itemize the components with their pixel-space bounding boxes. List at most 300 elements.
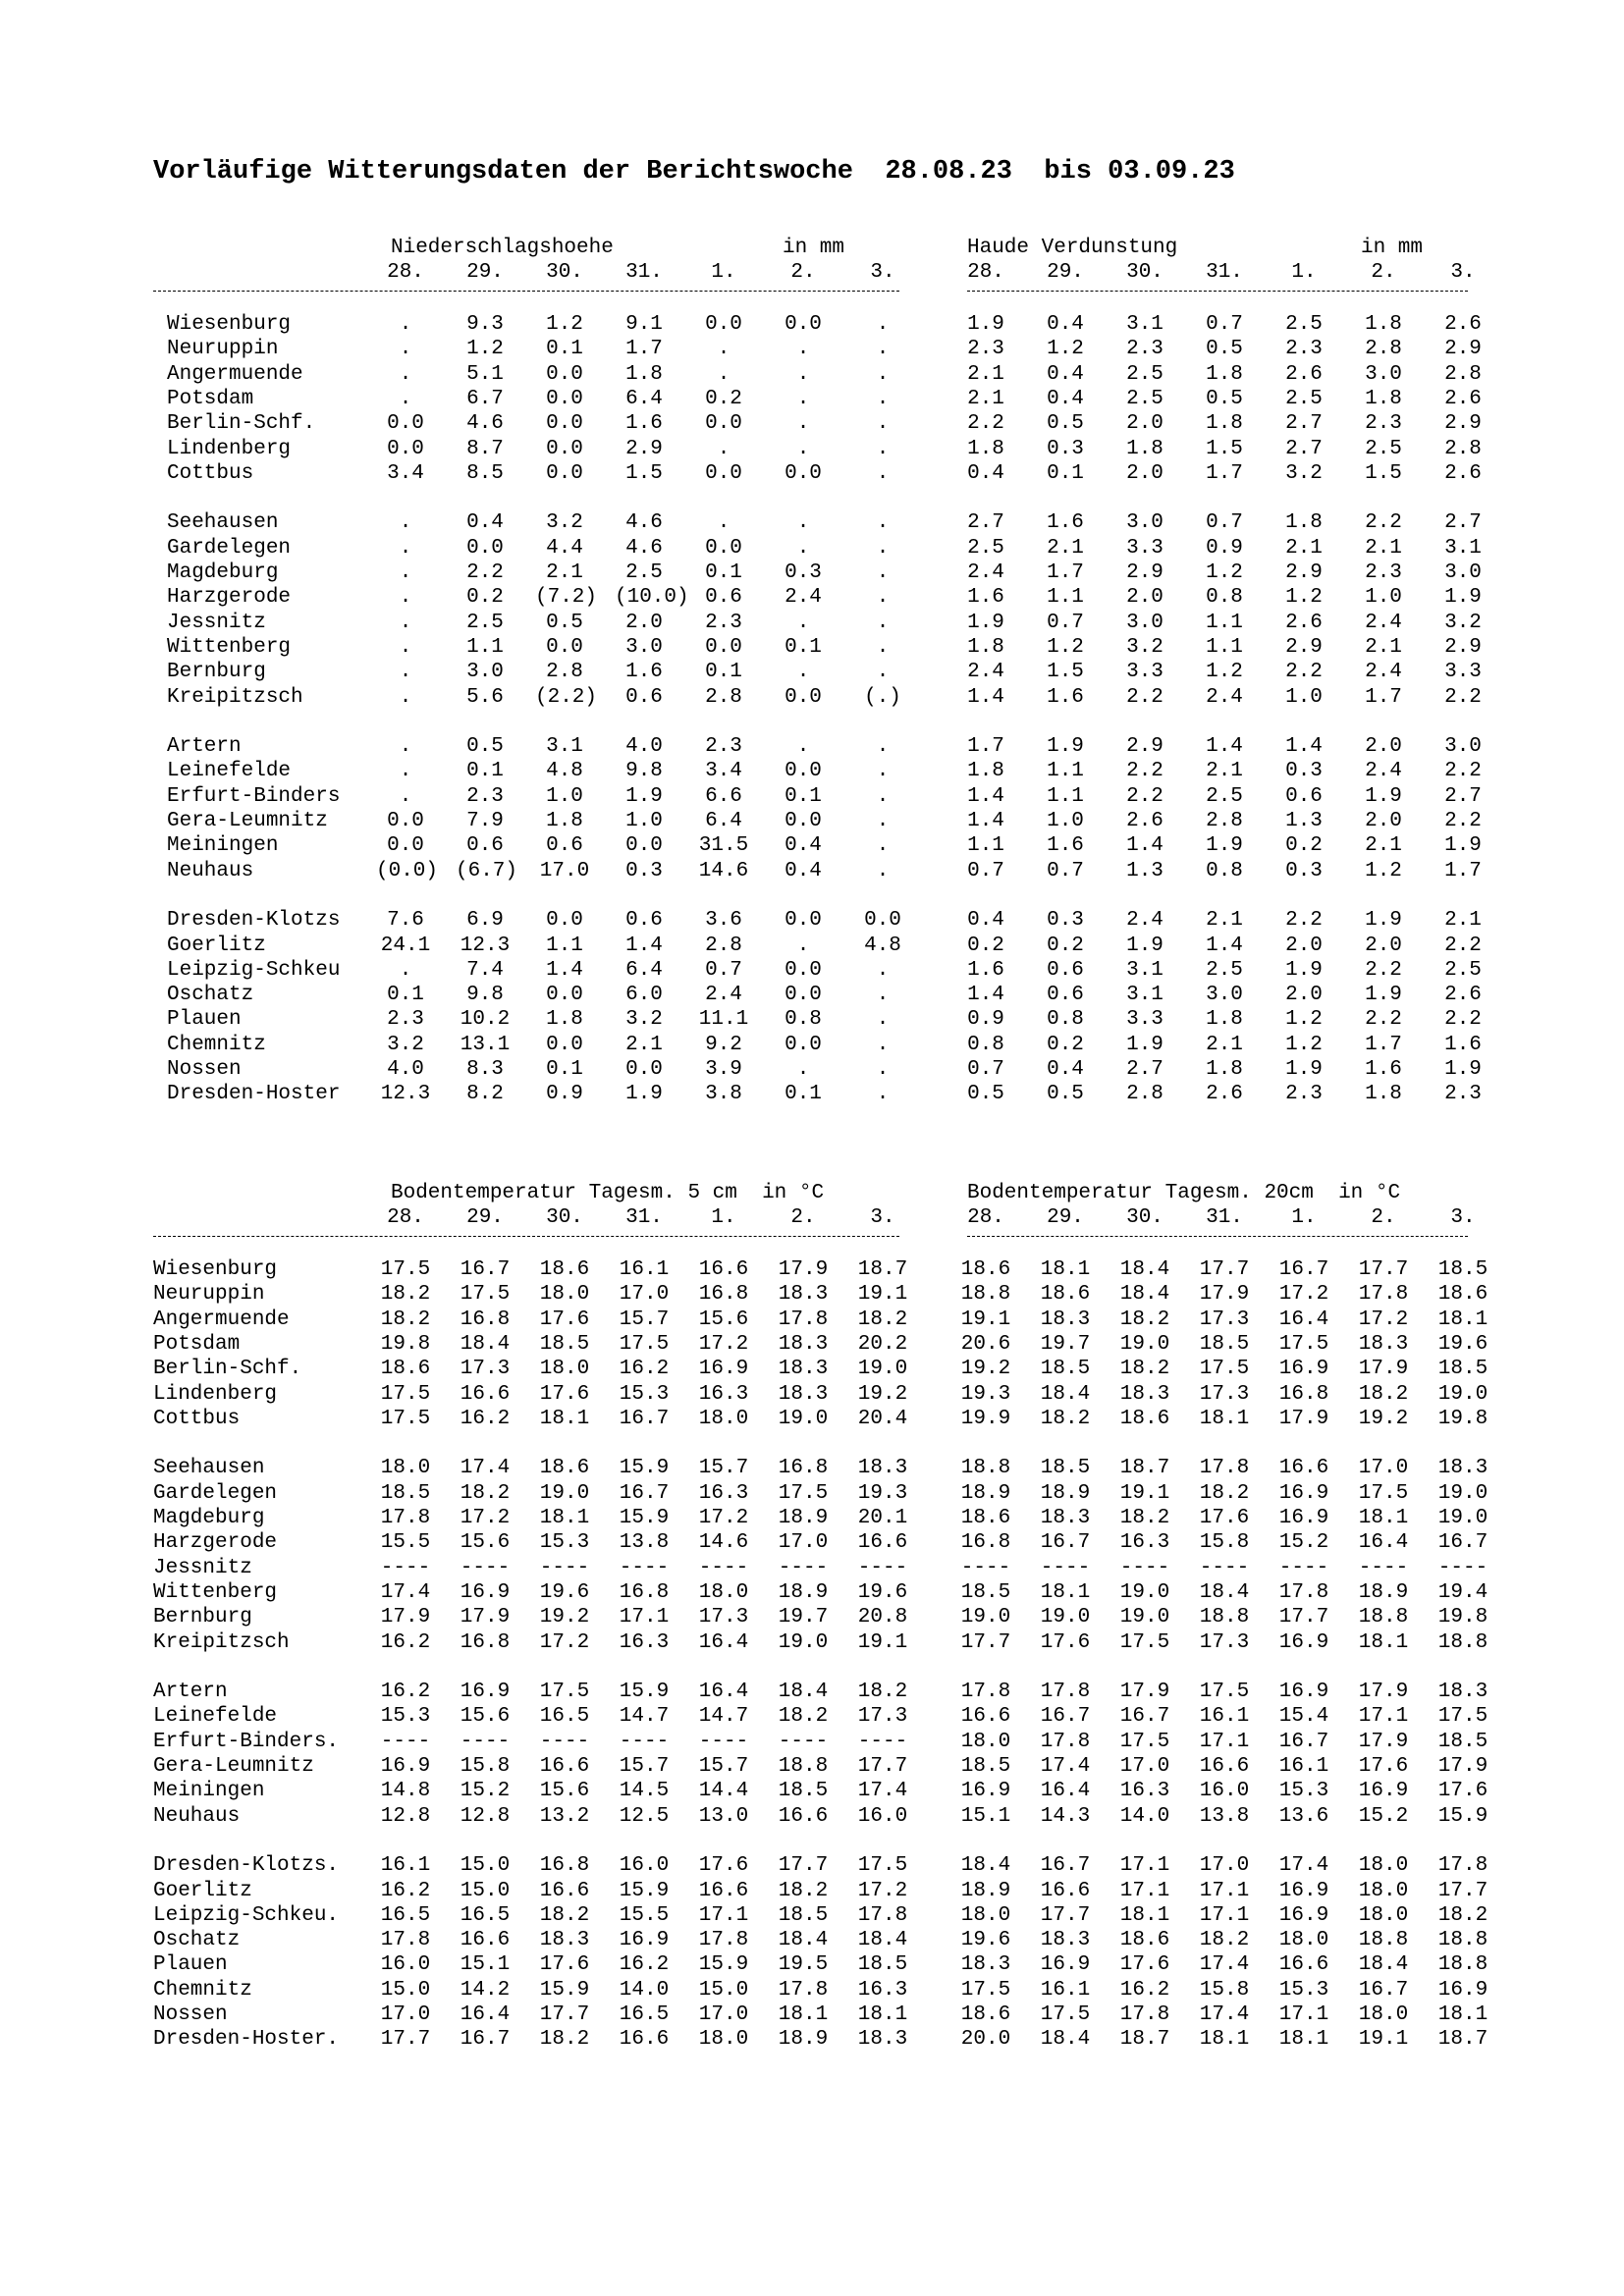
cell-value: 2.2	[1444, 810, 1482, 832]
station-name: Cottbus	[167, 461, 254, 485]
day-col-header: 29.	[1047, 261, 1084, 284]
cell-value: 18.2	[460, 1481, 511, 1505]
cell-value: 18.6	[960, 1258, 1011, 1281]
cell-value: 2.2	[1126, 784, 1164, 808]
cell-value: 15.3	[539, 1531, 590, 1555]
cell-value: 2.0	[1365, 810, 1402, 832]
cell-value: 0.0	[625, 834, 663, 858]
cell-value: 0.0	[705, 536, 742, 560]
cell-value: 12.3	[380, 1083, 431, 1106]
cell-value: 2.5	[466, 611, 504, 634]
cell-value: 16.2	[460, 1407, 511, 1430]
cell-value: 0.3	[785, 561, 822, 584]
cell-value: .	[796, 536, 810, 560]
cell-value: 0.4	[785, 834, 822, 858]
cell-value: 15.0	[380, 1978, 431, 2002]
cell-value: 18.8	[1437, 1630, 1489, 1654]
cell-value: 2.5	[625, 561, 663, 584]
cell-value: 2.1	[1365, 536, 1402, 560]
station-name: Wiesenburg	[167, 313, 292, 336]
cell-value: 18.1	[539, 1407, 590, 1430]
cell-value: 1.9	[967, 313, 1004, 336]
cell-value: .	[876, 412, 890, 436]
cell-value: 18.6	[1437, 1283, 1489, 1307]
cell-value: 2.1	[1444, 909, 1482, 933]
cell-value: 1.8	[967, 760, 1004, 783]
cell-value: 2.2	[1365, 958, 1402, 982]
cell-value: 1.9	[625, 1083, 663, 1106]
station-name: Gera-Leumnitz	[167, 810, 328, 832]
cell-value: 18.1	[1199, 2028, 1250, 2052]
cell-value: 15.7	[698, 1457, 749, 1480]
day-col-header: 3.	[1450, 1206, 1476, 1229]
cell-value: 17.5	[380, 1382, 431, 1406]
cell-value: 18.2	[1199, 1929, 1250, 1952]
cell-value: 19.0	[960, 1606, 1011, 1629]
cell-value: .	[876, 437, 890, 460]
cell-value: 2.3	[1365, 561, 1402, 584]
cell-value: 17.5	[857, 1854, 908, 1878]
cell-value: 3.3	[1126, 536, 1164, 560]
cell-value: 17.8	[1119, 2003, 1170, 2026]
cell-value: .	[876, 561, 890, 584]
cell-value: 1.9	[625, 784, 663, 808]
cell-value: 18.5	[539, 1332, 590, 1356]
cell-value: 2.1	[967, 387, 1004, 410]
cell-value: 18.8	[1199, 1606, 1250, 1629]
cell-value: 2.0	[1126, 586, 1164, 610]
cell-value: 16.1	[380, 1854, 431, 1878]
cell-value: 1.7	[1206, 461, 1243, 485]
cell-value: 1.8	[1365, 387, 1402, 410]
divider	[967, 291, 1468, 292]
cell-value: 0.8	[967, 1033, 1004, 1056]
cell-value: 18.2	[1437, 1903, 1489, 1927]
cell-value: 9.1	[625, 313, 663, 336]
cell-value: 4.8	[864, 934, 901, 957]
cell-value: 17.2	[539, 1630, 590, 1654]
cell-value: 0.0	[705, 313, 742, 336]
cell-value: 16.7	[619, 1481, 670, 1505]
station-name: Lindenberg	[153, 1382, 278, 1406]
cell-value: .	[876, 461, 890, 485]
cell-value: 1.5	[1365, 461, 1402, 485]
cell-value: .	[796, 934, 810, 957]
cell-value: 1.8	[1365, 313, 1402, 336]
station-name: Berlin-Schf.	[167, 412, 316, 436]
station-name: Magdeburg	[167, 561, 279, 584]
cell-value: 16.7	[460, 2028, 511, 2052]
cell-value: 15.3	[1278, 1978, 1329, 2002]
cell-value: 17.1	[698, 1903, 749, 1927]
cell-value: 16.2	[380, 1630, 431, 1654]
cell-value: 2.5	[1206, 958, 1243, 982]
cell-value: 18.4	[778, 1929, 829, 1952]
cell-value: 18.2	[778, 1879, 829, 1902]
station-name: Goerlitz	[167, 934, 266, 957]
cell-value: 1.9	[1365, 984, 1402, 1007]
cell-value: 2.0	[1365, 934, 1402, 957]
cell-value: 0.0	[785, 760, 822, 783]
cell-value: 2.5	[1365, 437, 1402, 460]
cell-value: 17.3	[1199, 1308, 1250, 1331]
station-name: Cottbus	[153, 1407, 241, 1430]
cell-value: 2.5	[1285, 387, 1323, 410]
cell-value: 19.0	[1119, 1580, 1170, 1604]
cell-value: 1.6	[625, 661, 663, 684]
cell-value: 0.6	[625, 685, 663, 709]
cell-value: 18.1	[1040, 1258, 1091, 1281]
cell-value: 18.5	[1437, 1258, 1489, 1281]
cell-value: 1.9	[1444, 1058, 1482, 1081]
cell-value: 18.5	[960, 1580, 1011, 1604]
station-name: Neuruppin	[167, 338, 279, 361]
cell-value: 15.2	[1358, 1804, 1409, 1828]
cell-value: 19.1	[1119, 1481, 1170, 1505]
cell-value: 15.1	[460, 1953, 511, 1977]
cell-value: 16.9	[380, 1755, 431, 1778]
cell-value: 17.0	[1119, 1755, 1170, 1778]
cell-value: 19.2	[857, 1382, 908, 1406]
station-name: Artern	[153, 1681, 228, 1704]
cell-value: 18.0	[539, 1358, 590, 1381]
evap-unit: in mm	[1361, 237, 1424, 259]
station-name: Angermuende	[153, 1308, 290, 1331]
cell-value: 17.8	[698, 1929, 749, 1952]
cell-value: 17.5	[460, 1283, 511, 1307]
cell-value: 3.2	[1444, 611, 1482, 634]
cell-value: 3.0	[1444, 561, 1482, 584]
cell-value: 17.9	[1119, 1681, 1170, 1704]
cell-value: 17.9	[1278, 1407, 1329, 1430]
cell-value: 18.3	[1119, 1382, 1170, 1406]
cell-value: 18.2	[778, 1705, 829, 1729]
cell-value: 2.0	[1365, 735, 1402, 759]
cell-value: 17.4	[1278, 1854, 1329, 1878]
cell-value: 17.8	[778, 1978, 829, 2002]
cell-value: ----	[619, 1556, 670, 1579]
cell-value: 0.0	[546, 635, 583, 659]
cell-value: .	[876, 586, 890, 610]
cell-value: .	[876, 313, 890, 336]
cell-value: 16.4	[460, 2003, 511, 2026]
cell-value: 18.1	[857, 2003, 908, 2026]
cell-value: 18.1	[1358, 1630, 1409, 1654]
cell-value: 16.8	[460, 1630, 511, 1654]
cell-value: 15.3	[1278, 1780, 1329, 1803]
station-name: Neuhaus	[153, 1804, 241, 1828]
cell-value: 4.4	[546, 536, 583, 560]
cell-value: 2.3	[967, 338, 1004, 361]
cell-value: 18.3	[857, 2028, 908, 2052]
cell-value: .	[399, 685, 412, 709]
cell-value: 19.6	[539, 1580, 590, 1604]
cell-value: 16.7	[460, 1258, 511, 1281]
precip-title: Niederschlagshoehe	[391, 237, 614, 259]
cell-value: 2.3	[387, 1008, 424, 1032]
soil5-title: Bodentemperatur Tagesm. 5 cm in °C	[391, 1182, 825, 1204]
cell-value: 17.2	[698, 1507, 749, 1529]
cell-value: 18.1	[539, 1507, 590, 1529]
cell-value: 2.3	[466, 784, 504, 808]
cell-value: 16.6	[460, 1929, 511, 1952]
cell-value: 2.8	[705, 685, 742, 709]
cell-value: 18.0	[698, 2028, 749, 2052]
cell-value: 16.4	[1358, 1531, 1409, 1555]
cell-value: 3.0	[1365, 362, 1402, 386]
cell-value: 18.2	[380, 1283, 431, 1307]
cell-value: 1.1	[1047, 586, 1084, 610]
cell-value: 1.4	[967, 784, 1004, 808]
cell-value: 3.9	[705, 1058, 742, 1081]
cell-value: ----	[380, 1556, 431, 1579]
cell-value: 13.1	[460, 1033, 511, 1056]
cell-value: 17.4	[1040, 1755, 1091, 1778]
cell-value: 18.2	[539, 2028, 590, 2052]
cell-value: 2.4	[1365, 760, 1402, 783]
station-name: Dresden-Klotzs	[167, 909, 341, 933]
cell-value: .	[796, 611, 810, 634]
cell-value: 1.6	[1444, 1033, 1482, 1056]
cell-value: 0.0	[387, 437, 424, 460]
day-col-header: 2.	[790, 261, 816, 284]
cell-value: 16.7	[1278, 1258, 1329, 1281]
cell-value: 1.8	[1206, 1058, 1243, 1081]
cell-value: 2.2	[1285, 909, 1323, 933]
cell-value: 18.1	[1437, 2003, 1489, 2026]
cell-value: 0.0	[785, 909, 822, 933]
cell-value: 7.4	[466, 958, 504, 982]
cell-value: 3.1	[1444, 536, 1482, 560]
cell-value: 1.8	[625, 362, 663, 386]
cell-value: 17.9	[1358, 1730, 1409, 1753]
cell-value: 19.1	[857, 1630, 908, 1654]
cell-value: 0.8	[1047, 1008, 1084, 1032]
cell-value: 19.0	[778, 1630, 829, 1654]
station-name: Artern	[167, 735, 242, 759]
cell-value: 0.4	[785, 859, 822, 882]
cell-value: 16.6	[698, 1879, 749, 1902]
cell-value: 18.1	[1358, 1507, 1409, 1529]
cell-value: 0.5	[1206, 387, 1243, 410]
cell-value: 15.0	[698, 1978, 749, 2002]
station-name: Dresden-Hoster.	[153, 2028, 340, 2052]
cell-value: 15.9	[619, 1879, 670, 1902]
cell-value: .	[399, 735, 412, 759]
cell-value: 18.4	[460, 1332, 511, 1356]
cell-value: .	[876, 810, 890, 832]
cell-value: 17.9	[380, 1606, 431, 1629]
cell-value: 18.4	[778, 1681, 829, 1704]
cell-value: 2.3	[1365, 412, 1402, 436]
cell-value: 18.9	[778, 1580, 829, 1604]
cell-value: 2.5	[1444, 958, 1482, 982]
cell-value: 14.6	[698, 1531, 749, 1555]
cell-value: 2.9	[1444, 338, 1482, 361]
station-name: Harzgerode	[167, 586, 292, 610]
cell-value: 16.5	[619, 2003, 670, 2026]
cell-value: 16.2	[380, 1879, 431, 1902]
cell-value: 3.2	[1126, 635, 1164, 659]
cell-value: (7.2)	[535, 586, 598, 610]
cell-value: 15.9	[1437, 1804, 1489, 1828]
cell-value: 18.2	[1119, 1507, 1170, 1529]
cell-value: 2.8	[1365, 338, 1402, 361]
cell-value: 0.1	[785, 784, 822, 808]
cell-value: 2.9	[1285, 635, 1323, 659]
cell-value: 0.3	[1285, 760, 1323, 783]
cell-value: .	[399, 536, 412, 560]
cell-value: 2.6	[1285, 611, 1323, 634]
station-name: Angermuende	[167, 362, 303, 386]
cell-value: 14.7	[619, 1705, 670, 1729]
cell-value: 3.2	[387, 1033, 424, 1056]
cell-value: 1.4	[967, 685, 1004, 709]
cell-value: 18.3	[778, 1283, 829, 1307]
cell-value: 18.4	[1040, 2028, 1091, 2052]
cell-value: 17.0	[778, 1531, 829, 1555]
cell-value: 0.6	[1285, 784, 1323, 808]
cell-value: .	[876, 511, 890, 535]
cell-value: 0.8	[1206, 859, 1243, 882]
cell-value: 19.4	[1437, 1580, 1489, 1604]
cell-value: 16.1	[1040, 1978, 1091, 2002]
station-name: Chemnitz	[167, 1033, 266, 1056]
cell-value: 16.7	[1119, 1705, 1170, 1729]
cell-value: 2.3	[1285, 1083, 1323, 1106]
cell-value: 18.4	[857, 1929, 908, 1952]
cell-value: 0.0	[546, 909, 583, 933]
cell-value: 13.0	[698, 1804, 749, 1828]
cell-value: 19.6	[960, 1929, 1011, 1952]
cell-value: ----	[960, 1556, 1011, 1579]
cell-value: 18.5	[1040, 1457, 1091, 1480]
cell-value: 0.7	[967, 859, 1004, 882]
cell-value: .	[399, 784, 412, 808]
cell-value: 16.2	[1119, 1978, 1170, 2002]
cell-value: 19.0	[857, 1358, 908, 1381]
cell-value: 16.2	[619, 1358, 670, 1381]
day-col-header: 31.	[1206, 1206, 1243, 1229]
cell-value: 17.1	[1199, 1903, 1250, 1927]
cell-value: 16.7	[1040, 1705, 1091, 1729]
cell-value: ----	[1437, 1556, 1489, 1579]
cell-value: .	[876, 1058, 890, 1081]
cell-value: 15.6	[460, 1531, 511, 1555]
station-name: Harzgerode	[153, 1531, 278, 1555]
cell-value: 1.2	[1047, 635, 1084, 659]
cell-value: 17.5	[380, 1407, 431, 1430]
cell-value: 18.0	[960, 1730, 1011, 1753]
cell-value: ----	[1119, 1556, 1170, 1579]
cell-value: 18.6	[539, 1258, 590, 1281]
cell-value: 2.2	[1365, 1008, 1402, 1032]
cell-value: 1.9	[1285, 958, 1323, 982]
cell-value: 0.0	[705, 412, 742, 436]
cell-value: 3.1	[1126, 958, 1164, 982]
cell-value: 2.1	[546, 561, 583, 584]
cell-value: 19.3	[960, 1382, 1011, 1406]
cell-value: 2.0	[1126, 412, 1164, 436]
station-name: Kreipitzsch	[153, 1630, 290, 1654]
cell-value: 16.7	[619, 1407, 670, 1430]
cell-value: 16.6	[1278, 1457, 1329, 1480]
cell-value: 19.0	[1437, 1481, 1489, 1505]
cell-value: 18.1	[1119, 1903, 1170, 1927]
cell-value: 18.3	[1040, 1308, 1091, 1331]
cell-value: .	[399, 635, 412, 659]
cell-value: 14.3	[1040, 1804, 1091, 1828]
cell-value: 16.7	[1040, 1531, 1091, 1555]
cell-value: 17.6	[698, 1854, 749, 1878]
cell-value: 18.0	[960, 1903, 1011, 1927]
cell-value: 8.2	[466, 1083, 504, 1106]
cell-value: 6.4	[705, 810, 742, 832]
cell-value: 2.5	[1285, 313, 1323, 336]
cell-value: 17.4	[1199, 2003, 1250, 2026]
cell-value: 2.6	[1285, 362, 1323, 386]
cell-value: 17.7	[1278, 1606, 1329, 1629]
cell-value: 18.8	[960, 1283, 1011, 1307]
cell-value: 6.0	[625, 984, 663, 1007]
day-col-header: 1.	[711, 1206, 736, 1229]
cell-value: 15.9	[619, 1507, 670, 1529]
cell-value: 13.8	[1199, 1804, 1250, 1828]
cell-value: 17.1	[1278, 2003, 1329, 2026]
cell-value: 6.6	[705, 784, 742, 808]
cell-value: 18.0	[539, 1283, 590, 1307]
station-name: Oschatz	[153, 1929, 241, 1952]
station-name: Potsdam	[167, 387, 254, 410]
cell-value: 16.6	[778, 1804, 829, 1828]
cell-value: .	[876, 387, 890, 410]
cell-value: .	[796, 437, 810, 460]
cell-value: 16.9	[1278, 1903, 1329, 1927]
cell-value: 18.6	[1119, 1929, 1170, 1952]
cell-value: 18.8	[1358, 1929, 1409, 1952]
station-name: Chemnitz	[153, 1978, 252, 2002]
cell-value: 19.0	[1437, 1507, 1489, 1529]
cell-value: 3.2	[1285, 461, 1323, 485]
cell-value: 18.3	[778, 1332, 829, 1356]
station-name: Potsdam	[153, 1332, 241, 1356]
cell-value: 19.6	[1437, 1332, 1489, 1356]
cell-value: 1.8	[546, 1008, 583, 1032]
cell-value: 4.6	[625, 536, 663, 560]
cell-value: 15.1	[960, 1804, 1011, 1828]
cell-value: 0.0	[785, 984, 822, 1007]
cell-value: 19.2	[1358, 1407, 1409, 1430]
cell-value: 16.9	[460, 1681, 511, 1704]
cell-value: 15.8	[1199, 1978, 1250, 2002]
cell-value: 1.8	[1126, 437, 1164, 460]
day-col-header: 31.	[625, 261, 663, 284]
cell-value: 18.6	[1040, 1283, 1091, 1307]
cell-value: 2.6	[1444, 984, 1482, 1007]
cell-value: 2.8	[1444, 362, 1482, 386]
cell-value: 18.8	[1358, 1606, 1409, 1629]
cell-value: 0.5	[967, 1083, 1004, 1106]
cell-value: 18.5	[778, 1903, 829, 1927]
station-name: Dresden-Klotzs.	[153, 1854, 340, 1878]
cell-value: 17.4	[857, 1780, 908, 1803]
station-name: Wittenberg	[153, 1580, 278, 1604]
cell-value: 2.0	[1285, 934, 1323, 957]
cell-value: 18.3	[960, 1953, 1011, 1977]
cell-value: 3.0	[1126, 611, 1164, 634]
cell-value: .	[399, 561, 412, 584]
cell-value: .	[717, 362, 731, 386]
